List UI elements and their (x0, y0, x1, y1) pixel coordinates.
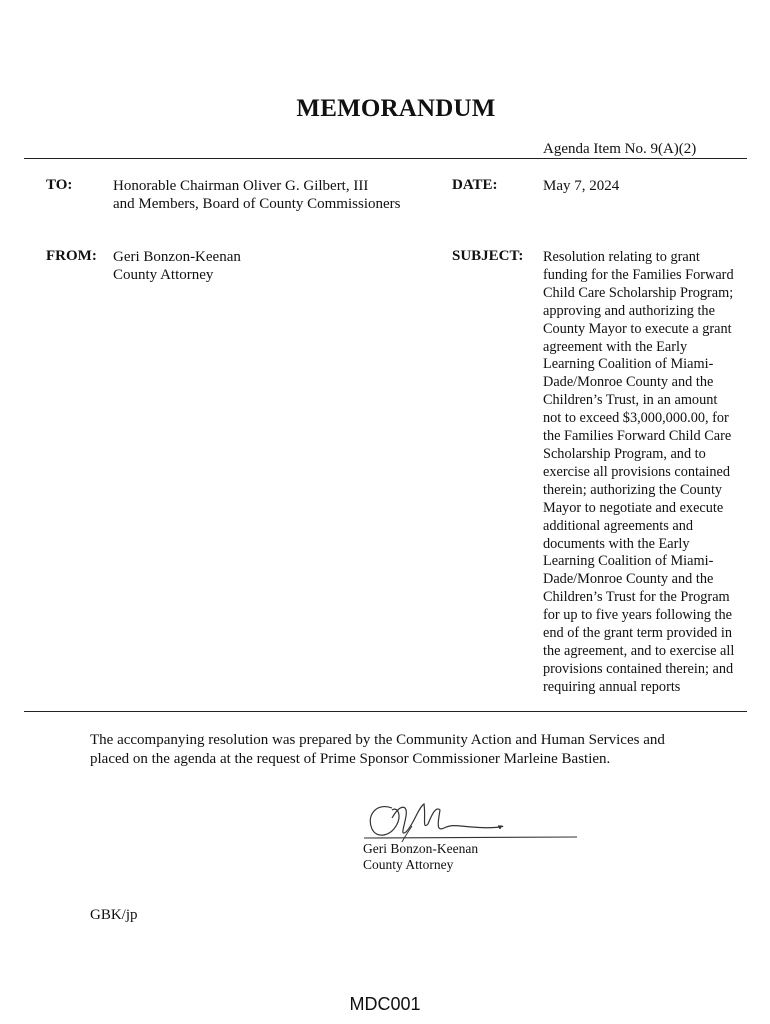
agenda-item-number: Agenda Item No. 9(A)(2) (543, 141, 697, 157)
subject-line: agreement with the Early (543, 338, 688, 355)
memo-title: MEMORANDUM (296, 95, 496, 122)
signer-title: County Attorney (363, 857, 454, 872)
from-label: FROM: (46, 248, 97, 264)
typist-initials: GBK/jp (90, 907, 138, 923)
subject-line: therein; authorizing the County (543, 481, 723, 498)
from-line-2: County Attorney (113, 267, 214, 283)
subject-line: requiring annual reports (543, 678, 681, 695)
subject-line: the agreement, and to exercise all (543, 642, 735, 659)
subject-label: SUBJECT: (452, 248, 524, 264)
date-label: DATE: (452, 177, 498, 193)
header-divider (24, 158, 747, 159)
to-line-2: and Members, Board of County Commissioners (113, 196, 401, 212)
to-line-1: Honorable Chairman Oliver G. Gilbert, III (113, 178, 369, 194)
to-recipient (113, 177, 400, 213)
subject-line: Dade/Monroe County and the (543, 374, 714, 391)
signature-image (362, 796, 582, 844)
subject-line: Children’s Trust for the Program (543, 589, 730, 606)
subject-text (543, 249, 749, 697)
document-code: MDC001 (349, 994, 421, 1014)
subject-line: documents with the Early (543, 535, 690, 552)
to-label: TO: (46, 177, 73, 193)
body-paragraph (90, 731, 710, 769)
subject-line: exercise all provisions contained (543, 463, 730, 480)
body-line-2: placed on the agenda at the request of Prime Sponsor Commissioner Marleine Bastien. (90, 751, 611, 767)
subject-line: provisions contained therein; and (543, 660, 734, 677)
subject-line: Scholarship Program, and to (543, 445, 706, 462)
subject-line: Resolution relating to grant (543, 249, 700, 265)
subject-line: Children’s Trust, in an amount (543, 392, 718, 409)
subject-line: for up to five years following the (543, 607, 732, 624)
signer-name: Geri Bonzon-Keenan (363, 841, 479, 856)
subject-line: not to exceed $3,000,000.00, for (543, 410, 729, 427)
body-divider (24, 711, 747, 712)
date-value: May 7, 2024 (543, 178, 620, 194)
subject-line: Learning Coalition of Miami- (543, 356, 714, 373)
subject-line: approving and authorizing the (543, 302, 715, 319)
subject-line: the Families Forward Child Care (543, 428, 732, 445)
subject-line: additional agreements and (543, 517, 694, 534)
from-line-1: Geri Bonzon-Keenan (113, 249, 241, 265)
subject-line: County Mayor to execute a grant (543, 320, 732, 337)
subject-line: end of the grant term provided in (543, 625, 732, 642)
signature-block (363, 841, 478, 873)
body-line-1: The accompanying resolution was prepared by the Community Action and Human Services and (90, 732, 665, 748)
from-sender (113, 248, 241, 284)
subject-line: funding for the Families Forward (543, 266, 734, 283)
subject-line: Dade/Monroe County and the (543, 571, 714, 588)
subject-line: Learning Coalition of Miami- (543, 553, 714, 570)
subject-line: Child Care Scholarship Program; (543, 284, 734, 301)
subject-line: Mayor to negotiate and execute (543, 499, 724, 516)
